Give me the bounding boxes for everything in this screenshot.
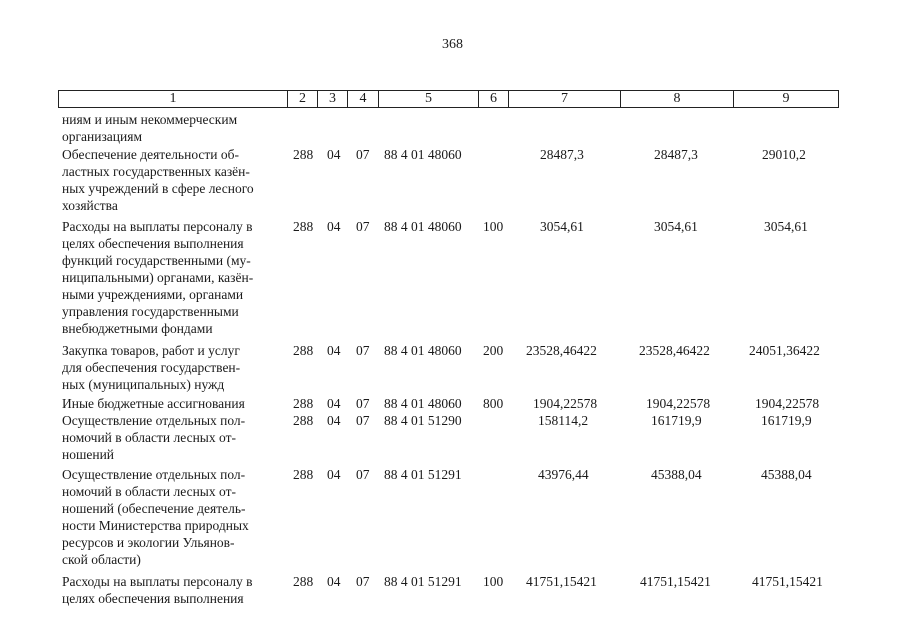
- cell-col-4: 07: [356, 396, 370, 411]
- cell-col-9: 161719,9: [761, 413, 812, 428]
- cell-col-3: 04: [327, 467, 341, 482]
- cell-col-4: 07: [356, 413, 370, 428]
- cell-col-2: 288: [293, 467, 314, 482]
- cell-col-5: 88 4 01 48060: [384, 343, 462, 358]
- cell-col-5: 88 4 01 48060: [384, 219, 462, 234]
- page-number: 368: [442, 37, 463, 52]
- cell-col-3: 04: [327, 396, 341, 411]
- cell-col-8: 1904,22578: [646, 396, 711, 411]
- cell-col-9: 29010,2: [762, 147, 806, 162]
- row-name: Закупка товаров, работ и услуг для обеспечения государствен- ных (муниципальных) нужд: [62, 343, 241, 392]
- cell-col-8: 41751,15421: [640, 574, 711, 589]
- cell-col-4: 07: [356, 147, 370, 162]
- cell-col-4: 07: [356, 467, 370, 482]
- row-name: ниям и иным некоммерческим организациям: [62, 112, 238, 144]
- cell-col-7: 23528,46422: [526, 343, 597, 358]
- cell-col-3: 04: [327, 574, 341, 589]
- row-name: Обеспечение деятельности об- ластных государственных казён- ных учреждений в сфере лесного хозяйства: [62, 147, 254, 213]
- cell-col-6: 100: [483, 574, 504, 589]
- cell-col-8: 28487,3: [654, 147, 698, 162]
- cell-col-8: 3054,61: [654, 219, 698, 234]
- cell-col-5: 88 4 01 48060: [384, 396, 462, 411]
- cell-col-9: 41751,15421: [752, 574, 823, 589]
- cell-col-7: 28487,3: [540, 147, 584, 162]
- cell-col-8: 23528,46422: [639, 343, 710, 358]
- cell-col-7: 41751,15421: [526, 574, 597, 589]
- row-name: Расходы на выплаты персоналу в целях обеспечения выполнения: [62, 574, 253, 606]
- cell-col-2: 288: [293, 343, 314, 358]
- header-col-5: 5: [378, 90, 479, 108]
- header-col-2: 2: [287, 90, 318, 108]
- cell-col-2: 288: [293, 219, 314, 234]
- header-col-1: 1: [58, 90, 288, 108]
- cell-col-2: 288: [293, 574, 314, 589]
- cell-col-9: 24051,36422: [749, 343, 820, 358]
- cell-col-2: 288: [293, 147, 314, 162]
- cell-col-4: 07: [356, 219, 370, 234]
- header-col-7: 7: [508, 90, 621, 108]
- cell-col-7: 158114,2: [538, 413, 589, 428]
- header-col-9: 9: [733, 90, 839, 108]
- cell-col-3: 04: [327, 343, 341, 358]
- cell-col-9: 1904,22578: [755, 396, 820, 411]
- row-name: Расходы на выплаты персоналу в целях обеспечения выполнения функций государственными (му- ниципальными) органами, казён- ными учреждениями, органами управления государственными внебюджетными фондами: [62, 219, 254, 336]
- cell-col-3: 04: [327, 413, 341, 428]
- cell-col-6: 800: [483, 396, 504, 411]
- cell-col-5: 88 4 01 48060: [384, 147, 462, 162]
- cell-col-5: 88 4 01 51291: [384, 467, 462, 482]
- cell-col-2: 288: [293, 396, 314, 411]
- cell-col-6: 200: [483, 343, 504, 358]
- cell-col-3: 04: [327, 147, 341, 162]
- row-name: Иные бюджетные ассигнования: [62, 396, 245, 411]
- cell-col-5: 88 4 01 51291: [384, 574, 462, 589]
- cell-col-7: 3054,61: [540, 219, 584, 234]
- cell-col-4: 07: [356, 343, 370, 358]
- header-col-6: 6: [478, 90, 509, 108]
- cell-col-5: 88 4 01 51290: [384, 413, 462, 428]
- cell-col-8: 45388,04: [651, 467, 702, 482]
- row-name: Осуществление отдельных пол- номочий в области лесных от- ношений (обеспечение деятель- ности Министерства природных ресурсов и экологии Ульянов- ской области): [62, 467, 249, 567]
- cell-col-3: 04: [327, 219, 341, 234]
- cell-col-9: 45388,04: [761, 467, 812, 482]
- cell-col-6: 100: [483, 219, 504, 234]
- cell-col-7: 43976,44: [538, 467, 589, 482]
- cell-col-9: 3054,61: [764, 219, 808, 234]
- header-col-3: 3: [317, 90, 348, 108]
- header-col-8: 8: [620, 90, 734, 108]
- cell-col-2: 288: [293, 413, 314, 428]
- cell-col-8: 161719,9: [651, 413, 702, 428]
- row-name: Осуществление отдельных пол- номочий в области лесных от- ношений: [62, 413, 246, 462]
- cell-col-7: 1904,22578: [533, 396, 598, 411]
- header-col-4: 4: [347, 90, 379, 108]
- cell-col-4: 07: [356, 574, 370, 589]
